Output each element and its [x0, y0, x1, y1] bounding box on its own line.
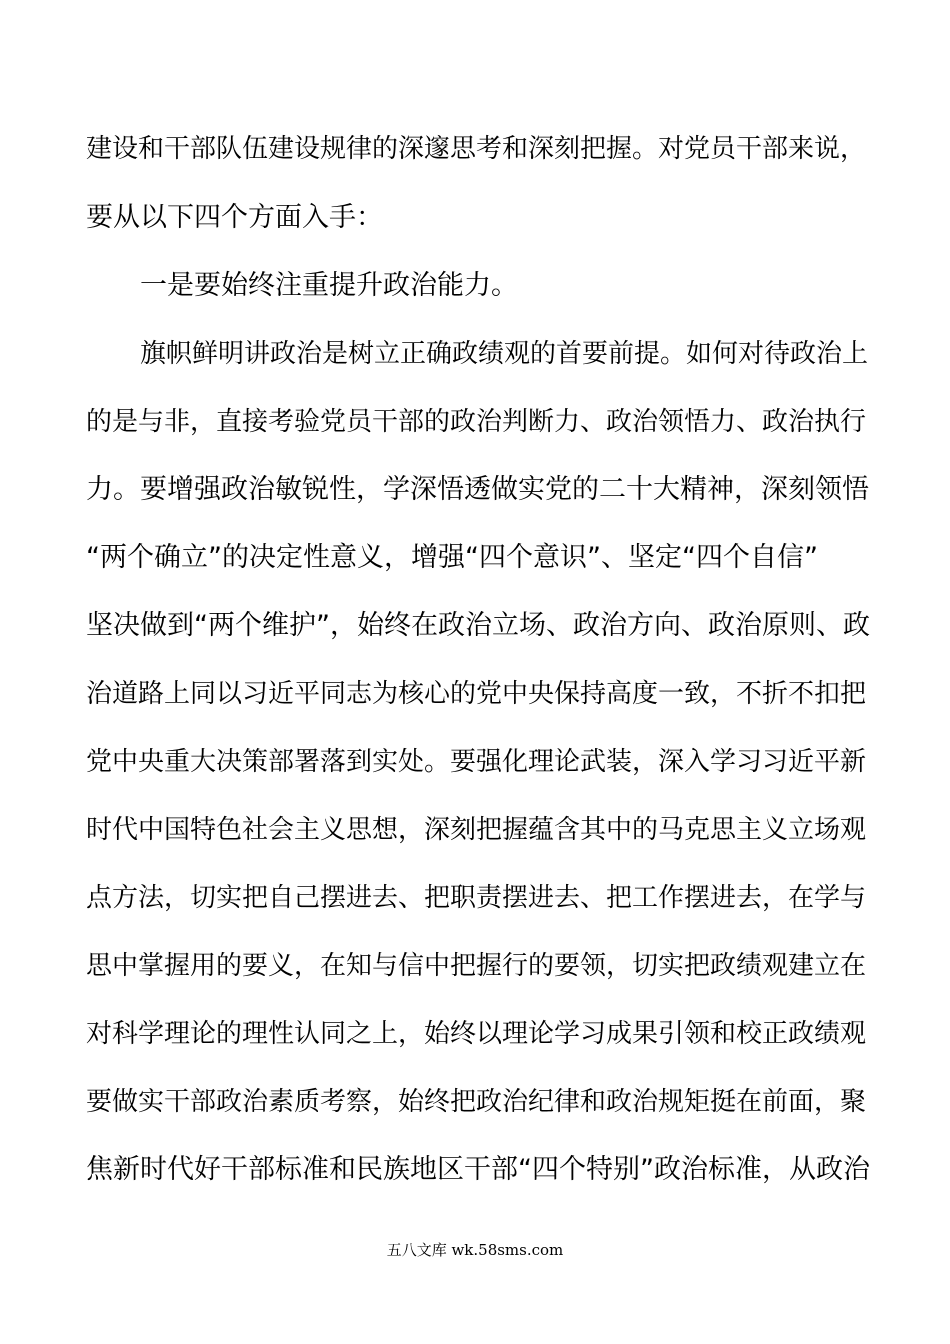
text-line-9: 治道路上同以习近平同志为核心的党中央保持高度一致，不折不扣把 — [86, 679, 867, 709]
text-line-7: “两个确立”的决定性意义，增强“四个意识”、坚定“四个自信” — [86, 542, 818, 573]
text-line-15: 要做实干部政治素质考察，始终把政治纪律和政治规矩挺在前面，聚 — [86, 1087, 867, 1117]
footer-watermark: 五八文库 wk.58sms.com — [386, 1241, 564, 1259]
text-line-2: 要从以下四个方面入手： — [86, 202, 383, 233]
text-line-16: 焦新时代好干部标准和民族地区干部“四个特别”政治标准，从政治 — [86, 1154, 870, 1185]
text-line-11: 时代中国特色社会主义思想，深刻把握蕴含其中的马克思主义立场观 — [86, 815, 867, 845]
text-line-5: 的是与非，直接考验党员干部的政治判断力、政治领悟力、政治执行 — [86, 407, 867, 437]
text-line-12: 点方法，切实把自己摆进去、把职责摆进去、把工作摆进去，在学与 — [86, 883, 867, 913]
text-line-4: 旗帜鲜明讲政治是树立正确政绩观的首要前提。如何对待政治上 — [140, 339, 869, 369]
text-line-8: 坚决做到“两个维护”，始终在政治立场、政治方向、政治原则、政 — [86, 610, 870, 641]
section-heading: 一是要始终注重提升政治能力。 — [140, 270, 518, 301]
text-line-1: 建设和干部队伍建设规律的深邃思考和深刻把握。对党员干部来说， — [86, 134, 867, 164]
text-line-14: 对科学理论的理性认同之上，始终以理论学习成果引领和校正政绩观 — [86, 1019, 867, 1049]
text-line-13: 思中掌握用的要义，在知与信中把握行的要领，切实把政绩观建立在 — [86, 951, 867, 981]
text-line-6: 力。要增强政治敏锐性，学深悟透做实党的二十大精神，深刻领悟 — [86, 474, 869, 505]
text-line-10: 党中央重大决策部署落到实处。要强化理论武装，深入学习习近平新 — [86, 747, 867, 777]
